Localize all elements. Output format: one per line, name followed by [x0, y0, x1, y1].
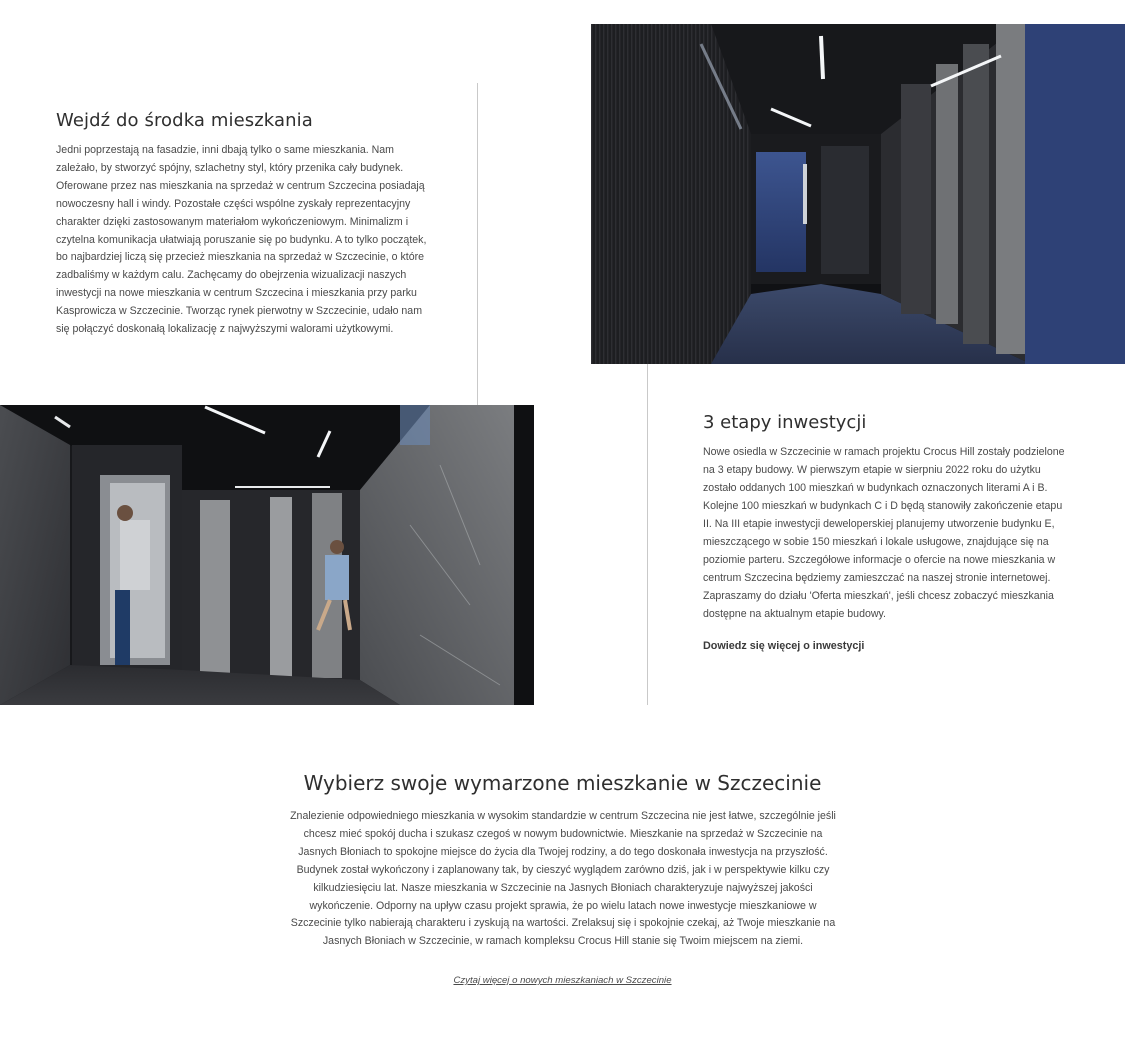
- divider-left: [477, 83, 478, 405]
- divider-right: [647, 364, 648, 705]
- read-more-link[interactable]: Czytaj więcej o nowych mieszkaniach w Szczecinie: [453, 975, 672, 986]
- elevator-lobby-image: [0, 405, 534, 705]
- section-stages-title: 3 etapy inwestycji: [703, 412, 867, 433]
- learn-more-link[interactable]: Dowiedz się więcej o inwestycji: [703, 640, 865, 652]
- corridor-image: [591, 24, 1125, 364]
- section-interior-title: Wejdź do środka mieszkania: [56, 110, 313, 131]
- section-choose-text: Znalezienie odpowiedniego mieszkania w wysokim standardzie w centrum Szczecina nie jest łatwe, szczególnie jeśli chcesz mieć spokój ducha i szukasz czegoś w nowym budownictwie. Mieszkanie na sprzedaż w Szczecinie na Jasnych Błoniach to spokojne miejsce do życia dla Twojej rodziny, a do tego doskonała inwestycja na przyszłość. Budynek został wykończony i zaplanowany tak, by cieszyć wyglądem zarówno dziś, jak i w perspektywie kilku czy kilkudziesięciu lat. Nasze mieszkania w Szczecinie na Jasnych Błoniach charakteryzuje najwyższej jakości wykończenie. Odporny na upływ czasu projekt sprawia, że po wielu latach nowe inwestycje mieszkaniowe w Szczecinie tylko nabierają charakteru i zyskują na wartości. Zrelaksuj się i spokojnie czekaj, aż Twoje mieszkanie na Jasnych Błoniach w Szczecinie, w ramach kompleksu Crocus Hill stanie się Twoim miejscem na ziemi.: [290, 810, 836, 948]
- section-stages-text: Nowe osiedla w Szczecinie w ramach projektu Crocus Hill zostały podzielone na 3 etapy budowy. W pierwszym etapie w sierpniu 2022 roku do użytku zostało oddanych 100 mieszkań w budynkach oznaczonych literami A i B. Kolejne 100 mieszkań w budynkach C i D będą stanowiły zakończenie etapu II. Na III etapie inwestycji deweloperskiej planujemy utworzenie budynku E, mieszczącego w sobie 150 mieszkań i lokale usługowe, znajdujące się na poziomie parteru. Szczegółowe informacje o ofercie na nowe mieszkania w centrum Szczecina będziemy zamieszczać na naszej stronie internetowej. Zapraszamy do działu 'Oferta mieszkań', jeśli chcesz zobaczyć mieszkania dostępne na aktualnym etapie budowy.: [703, 446, 1065, 620]
- section-choose-title: Wybierz swoje wymarzone mieszkanie w Szczecinie: [303, 771, 822, 795]
- section-interior-text: Jedni poprzestają na fasadzie, inni dbają tylko o same mieszkania. Nam zależało, by stworzyć spójny, szlachetny styl, który przenika cały budynek. Oferowane przez nas mieszkania na sprzedaż w centrum Szczecina posiadają nowoczesny hall i windy. Pozostałe części wspólne zyskały reprezentacyjny charakter dzięki zastosowanym materiałom wykończeniowym. Minimalizm i czytelna komunikacja ułatwiają poruszanie się po budynku. A to tylko początek, bo najbardziej liczą się przecież mieszkania na sprzedaż w Szczecinie, o które zadbaliśmy w każdym calu. Zachęcamy do obejrzenia wizualizacji naszych inwestycji na nowe mieszkania w centrum Szczecina i mieszkania przy parku Kasprowicza w Szczecinie. Tworząc rynek pierwotny w Szczecinie, udało nam się połączyć doskonałą lokalizację z najwyższymi walorami użytkowymi.: [56, 144, 427, 336]
